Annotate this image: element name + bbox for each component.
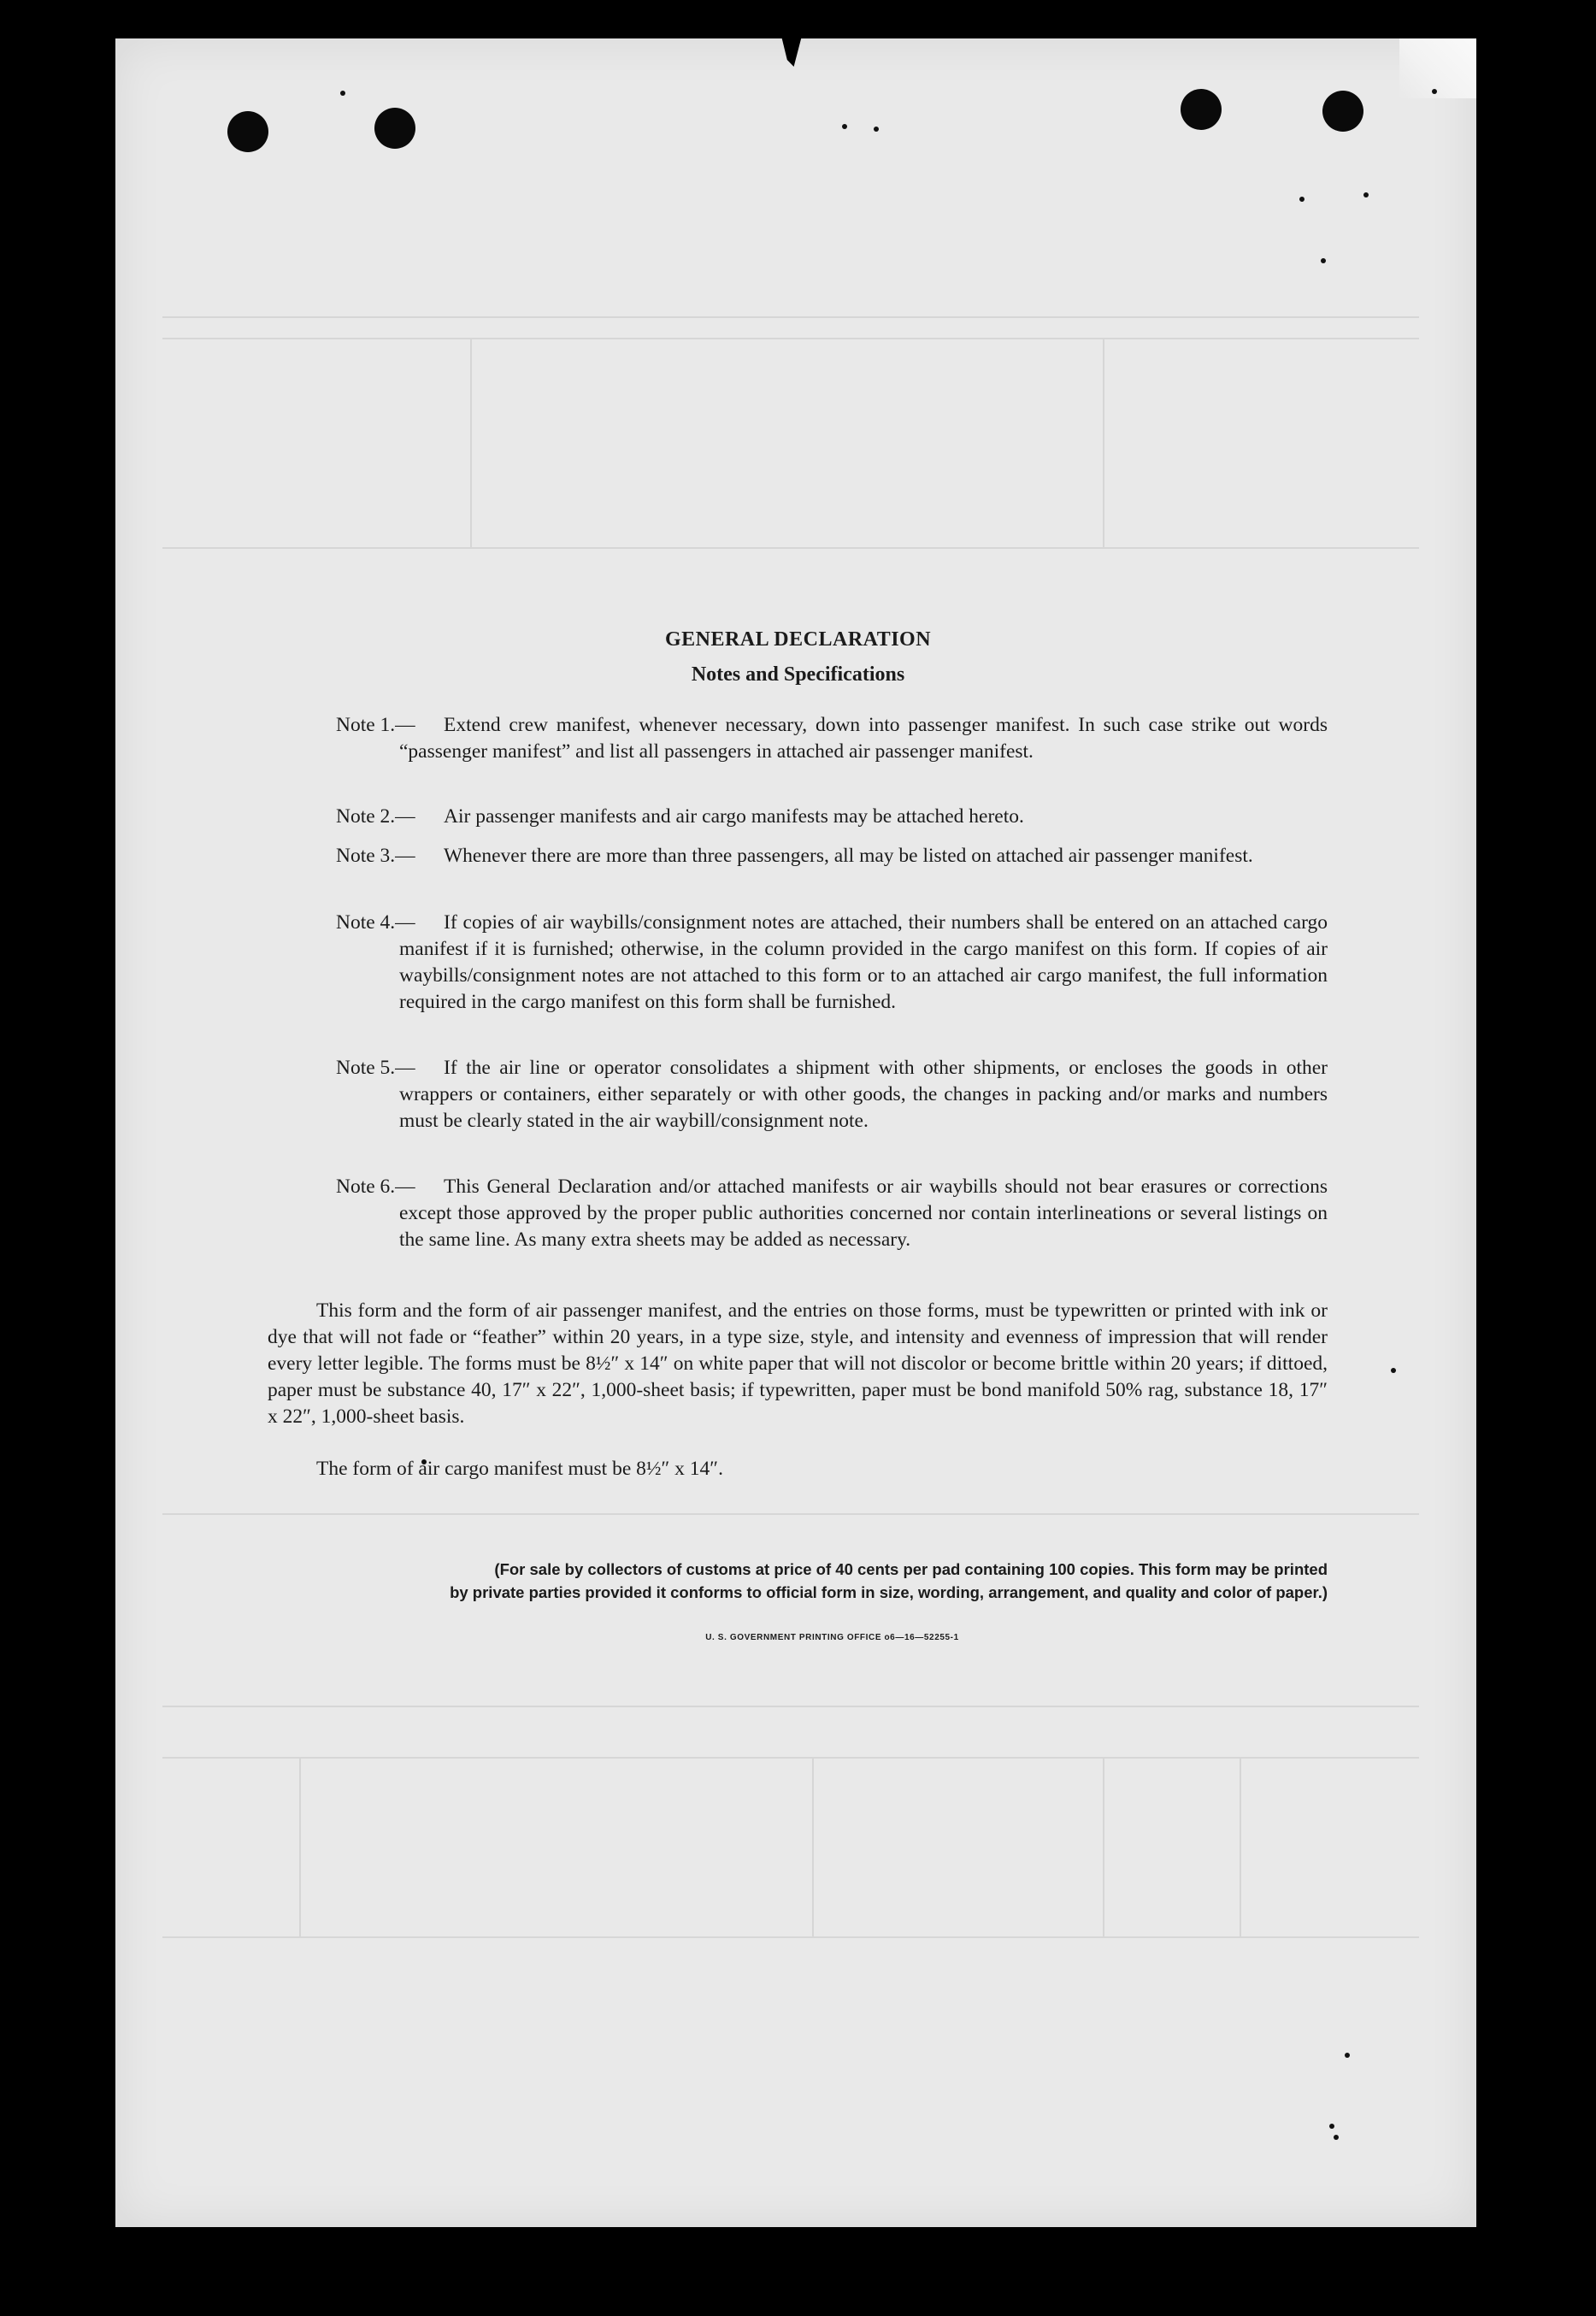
printer-line: U. S. GOVERNMENT PRINTING OFFICE o6—16—52255-1 <box>705 1633 959 1642</box>
note-text: Air passenger manifests and air cargo manifests may be attached hereto. <box>444 805 1024 828</box>
cargo-manifest-size: The form of air cargo manifest must be 8½″ x 14″. <box>316 1458 723 1480</box>
note-label: Note 4.— <box>336 911 415 934</box>
document-title: GENERAL DECLARATION <box>664 628 932 651</box>
note-text: If copies of air waybills/consignment notes are attached, their numbers shall be entered on an attached cargo manifest if it is furnished; otherwise, in the column provided in the cargo manifest on this form. If copies of air waybills/consignment notes are not attached to this form or to an attached air cargo manifest, the full information required in the cargo manifest on this form shall be furnished. <box>399 911 1328 1013</box>
note-label: Note 1.— <box>336 714 415 736</box>
document-subtitle: Notes and Specifications <box>691 663 905 686</box>
note-3 <box>268 843 1328 869</box>
note-text: Whenever there are more than three passengers, all may be listed on attached air passenger manifest. <box>444 845 1253 867</box>
note-label: Note 5.— <box>336 1057 415 1079</box>
specification-paragraph: This form and the form of air passenger manifest, and the entries on those forms, must be typewritten or printed with ink or dye that will not fade or “feather” within 20 years, in a type size, style, and intensity and evenness of impression that will render every letter legible. The forms must be 8½″ x 14″ on white paper that will not discolor or become brittle within 20 years; if dittoed, paper must be substance 40, 17″ x 22″, 1,000-sheet basis; if typewritten, paper must be bond manifold 50% rag, substance 18, 17″ x 22″, 1,000-sheet basis. <box>268 1299 1328 1428</box>
note-label: Note 2.— <box>336 805 415 828</box>
sale-notice-line-1: (For sale by collectors of customs at price of 40 cents per pad containing 100 copies. This form may be printed <box>494 1560 1328 1578</box>
note-1 <box>268 712 1328 765</box>
sale-notice-line-2: by private parties provided it conforms to official form in size, wording, arrangement, and quality and color of paper.) <box>450 1583 1328 1601</box>
note-label: Note 3.— <box>336 845 415 867</box>
note-label: Note 6.— <box>336 1176 415 1198</box>
note-text: This General Declaration and/or attached manifests or air waybills should not bear erasures or corrections except those approved by the proper public authorities concerned nor contain interlineations or several listings on the same line. As many extra sheets may be added as necessary. <box>399 1176 1328 1251</box>
note-6 <box>268 1174 1328 1253</box>
note-text: Extend crew manifest, whenever necessary, down into passenger manifest. In such case strike out words “passenger manifest” and list all passengers in attached air passenger manifest. <box>399 714 1328 763</box>
note-5 <box>268 1055 1328 1134</box>
note-4 <box>268 910 1328 1016</box>
sale-notice <box>268 1558 1328 1604</box>
note-text: If the air line or operator consolidates a shipment with other shipments, or encloses the goods in other wrappers or containers, either separately or with other goods, the changes in packing and/or marks and numbers must be clearly stated in the air waybill/consignment note. <box>399 1057 1328 1132</box>
note-2 <box>268 804 1328 830</box>
